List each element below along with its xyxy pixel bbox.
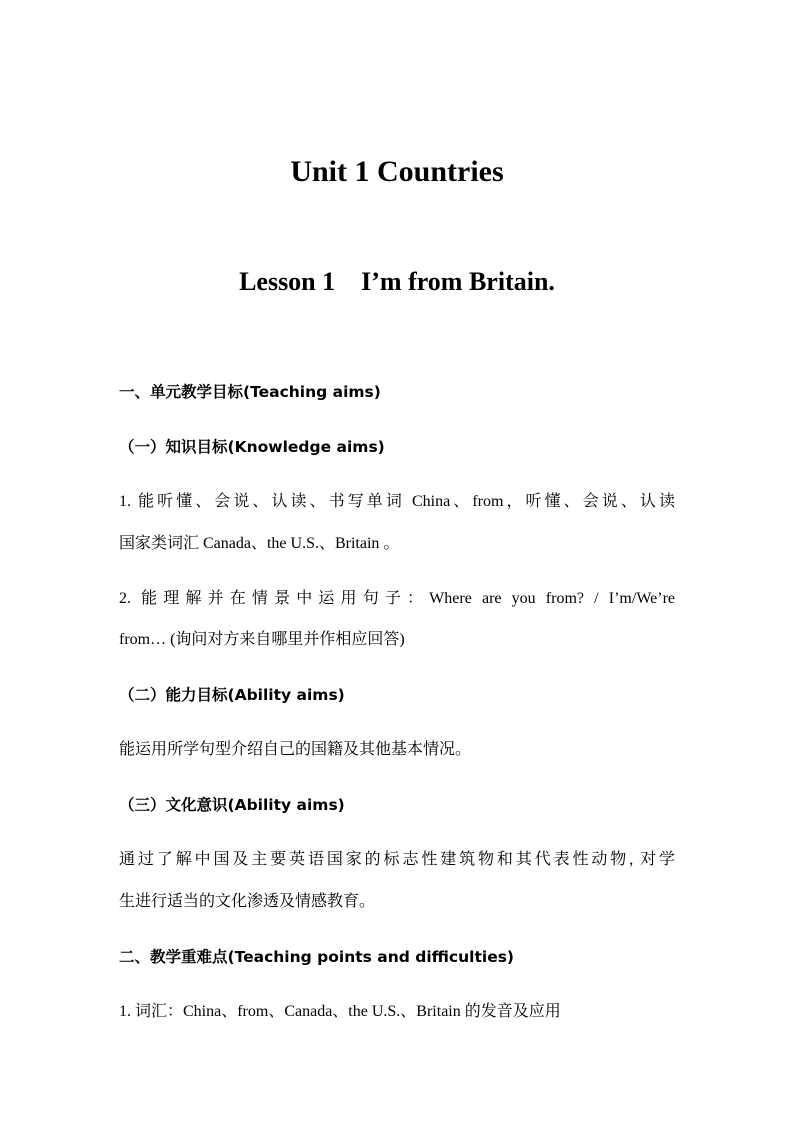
- lesson-title: Lesson 1 I’m from Britain.: [239, 267, 555, 296]
- paragraph-line: 能运用所学句型介绍自己的国籍及其他基本情况。: [119, 741, 472, 758]
- paragraph-line: 1. 词汇：China、from、Canada、the U.S.、Britain 的发音及应用: [119, 1003, 561, 1020]
- paragraph-line: 通过了解中国及主要英语国家的标志性建筑物和其代表性动物, 对学: [119, 851, 675, 868]
- section-heading-teaching-aims: 一、单元教学目标(Teaching aims): [119, 383, 381, 401]
- paragraph-line: 国家类词汇 Canada、the U.S.、Britain 。: [119, 535, 400, 552]
- paragraph-line: 1. 能听懂、会说、认读、书写单词 China、from，听懂、会说、认读: [119, 493, 675, 510]
- paragraph-line: from… (询问对方来自哪里并作相应回答): [119, 631, 405, 648]
- subsection-heading-knowledge-aims: （一）知识目标(Knowledge aims): [119, 438, 385, 456]
- unit-title: Unit 1 Countries: [290, 155, 504, 188]
- paragraph-line: 生进行适当的文化渗透及情感教育。: [119, 893, 376, 910]
- subsection-heading-cultural-awareness: （三）文化意识(Ability aims): [119, 796, 345, 814]
- paragraph-line: 2. 能理解并在情景中运用句子：Where are you from? / I’m/We’re: [119, 590, 675, 607]
- section-heading-teaching-points: 二、教学重难点(Teaching points and difficulties): [119, 948, 515, 966]
- subsection-heading-ability-aims: （二）能力目标(Ability aims): [119, 686, 345, 704]
